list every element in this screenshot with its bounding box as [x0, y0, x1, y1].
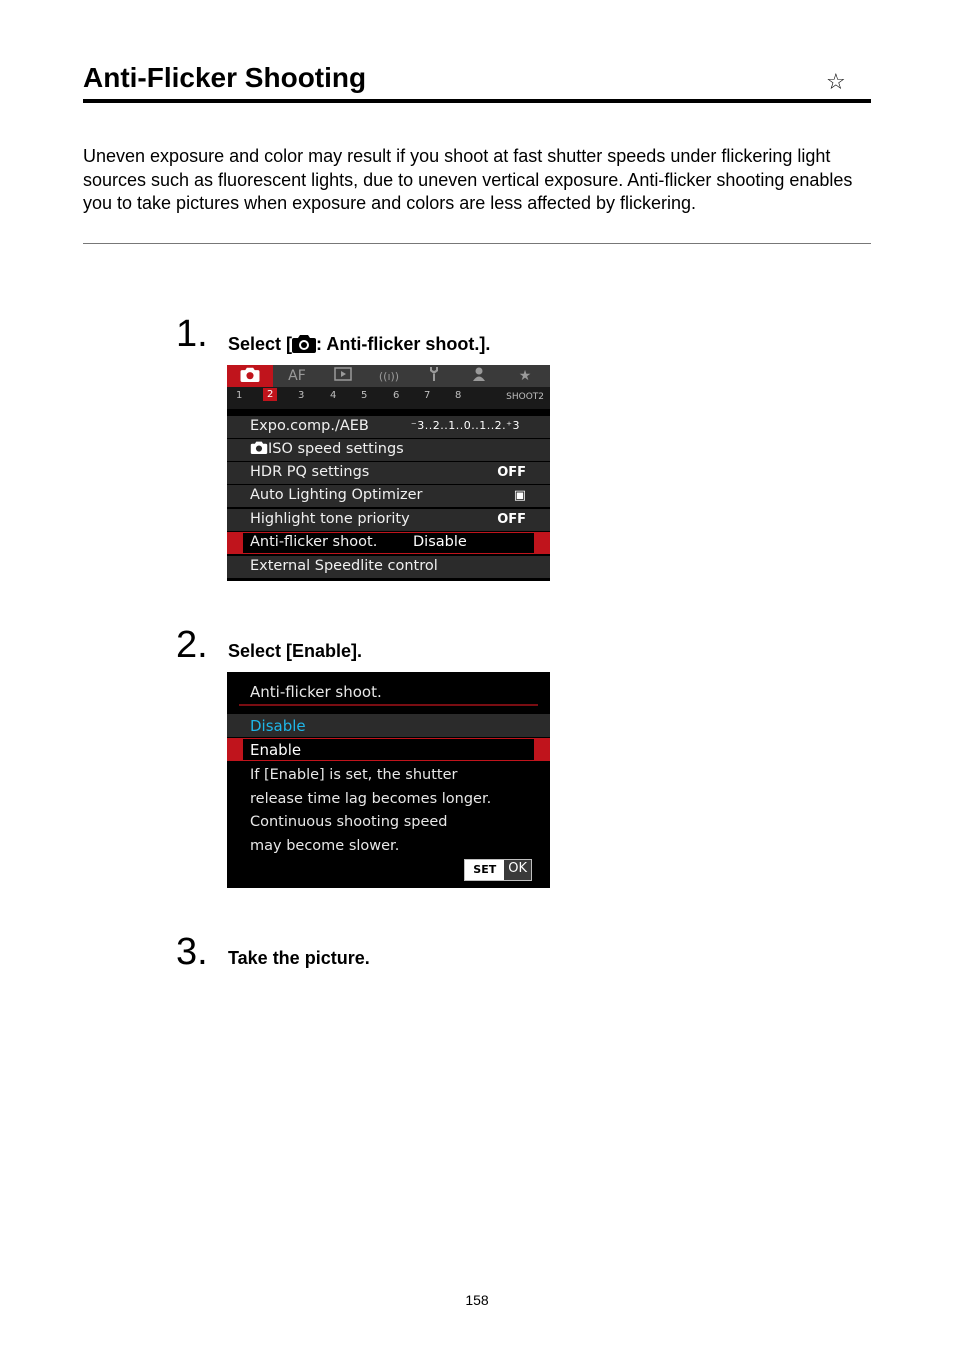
help-line-4: may become slower. [250, 837, 400, 854]
set-label: SET [465, 860, 504, 880]
menu-tab-bar [227, 365, 550, 387]
subtab-8[interactable]: 8 [455, 390, 462, 401]
tab-my-menu[interactable] [505, 365, 545, 387]
subtab-5[interactable]: 5 [361, 390, 368, 401]
camera-icon [240, 367, 260, 386]
menu-item-label: Expo.comp./AEB [250, 418, 369, 434]
step-2-text: Select [Enable]. [228, 641, 363, 661]
option-enable[interactable] [227, 738, 550, 761]
menu-item-label [250, 441, 404, 457]
option-label: Disable [250, 717, 306, 735]
tab-setup[interactable] [415, 365, 453, 387]
tab-playback[interactable] [323, 365, 363, 387]
help-line-1: If [Enable] is set, the shutter [250, 767, 458, 783]
wrench-icon [428, 366, 440, 386]
step-3-text: Take the picture. [228, 948, 370, 968]
help-line-2: release time lag becomes longer. [250, 790, 492, 807]
playback-icon [334, 367, 352, 385]
title-underline [239, 704, 538, 706]
step-3-number: 3. [176, 931, 208, 973]
menu-item-external-speedlite[interactable] [227, 556, 550, 579]
menu-item-label: Highlight tone priority [250, 511, 410, 527]
tab-wireless[interactable] [369, 365, 409, 387]
subtab-7[interactable]: 7 [424, 390, 431, 401]
menu-item-value: Disable [413, 534, 467, 550]
my-menu-person-icon [471, 366, 487, 386]
tab-af-label: AF [288, 368, 306, 384]
menu-item-value: OFF [497, 512, 526, 527]
tab-shoot[interactable] [227, 365, 273, 387]
menu-subtab-bar [227, 387, 550, 409]
menu-item-expo-comp[interactable] [227, 416, 550, 439]
step-1-number: 1. [176, 313, 208, 355]
camera-menu-shoot2 [227, 365, 550, 581]
star-icon: ☆ [826, 70, 846, 95]
step-1-text-before: Select [ [228, 334, 293, 354]
help-text [250, 764, 530, 858]
menu-item-anti-flicker[interactable] [227, 532, 550, 555]
subtab-2[interactable]: 2 [263, 388, 277, 401]
page-number: 158 [465, 1292, 489, 1308]
page-title: Anti-Flicker Shooting [83, 62, 367, 93]
auto-lighting-icon: ▣ [513, 488, 526, 503]
intro-divider [83, 243, 871, 244]
tab-af[interactable] [277, 365, 317, 387]
menu-item-iso-speed[interactable] [227, 439, 550, 462]
subtab-1[interactable]: 1 [236, 390, 243, 401]
menu-item-highlight-tone[interactable] [227, 509, 550, 532]
menu-item-hdr-pq[interactable] [227, 462, 550, 485]
menu-item-label: External Speedlite control [250, 558, 438, 574]
tab-custom[interactable] [459, 365, 499, 387]
menu-item-auto-lighting[interactable] [227, 485, 550, 508]
page-label: SHOOT2 [506, 392, 544, 402]
menu-item-value: OFF [497, 465, 526, 480]
subtab-3[interactable]: 3 [298, 390, 305, 401]
camera-icon [250, 441, 268, 457]
anti-flicker-setting-screen [227, 672, 550, 888]
set-ok-button[interactable] [464, 859, 532, 881]
subtab-4[interactable]: 4 [330, 390, 337, 401]
step-1-text [228, 333, 490, 358]
step-2-number: 2. [176, 624, 208, 666]
menu-item-label: HDR PQ settings [250, 464, 370, 480]
setting-title: Anti-flicker shoot. [250, 683, 382, 701]
option-label: Enable [250, 741, 302, 759]
menu-item-label: Anti-flicker shoot. [250, 534, 378, 550]
help-line-3: Continuous shooting speed [250, 814, 448, 830]
subtab-6[interactable]: 6 [393, 390, 400, 401]
intro-paragraph: Uneven exposure and color may result if you shoot at fast shutter speeds under flickering light sources such as fluorescent lights, due to uneven vertical exposure. Anti-flicker shooting enables you to take pictures when exposure and colors are less affected by flickering. [83, 146, 853, 213]
menu-item-label: Auto Lighting Optimizer [250, 487, 423, 503]
wireless-icon: ((ı)) [378, 369, 400, 383]
menu-item-label-text: ISO speed settings [268, 441, 404, 457]
ok-label: OK [508, 861, 527, 876]
step-1-text-after: : Anti-flicker shoot.]. [316, 334, 491, 354]
exposure-scale: ⁻3..2..1..0..1..2.⁺3 [410, 419, 520, 432]
star-icon: ★ [518, 368, 532, 384]
camera-icon [292, 334, 316, 358]
option-disable[interactable] [227, 714, 550, 737]
title-rule [83, 99, 871, 103]
